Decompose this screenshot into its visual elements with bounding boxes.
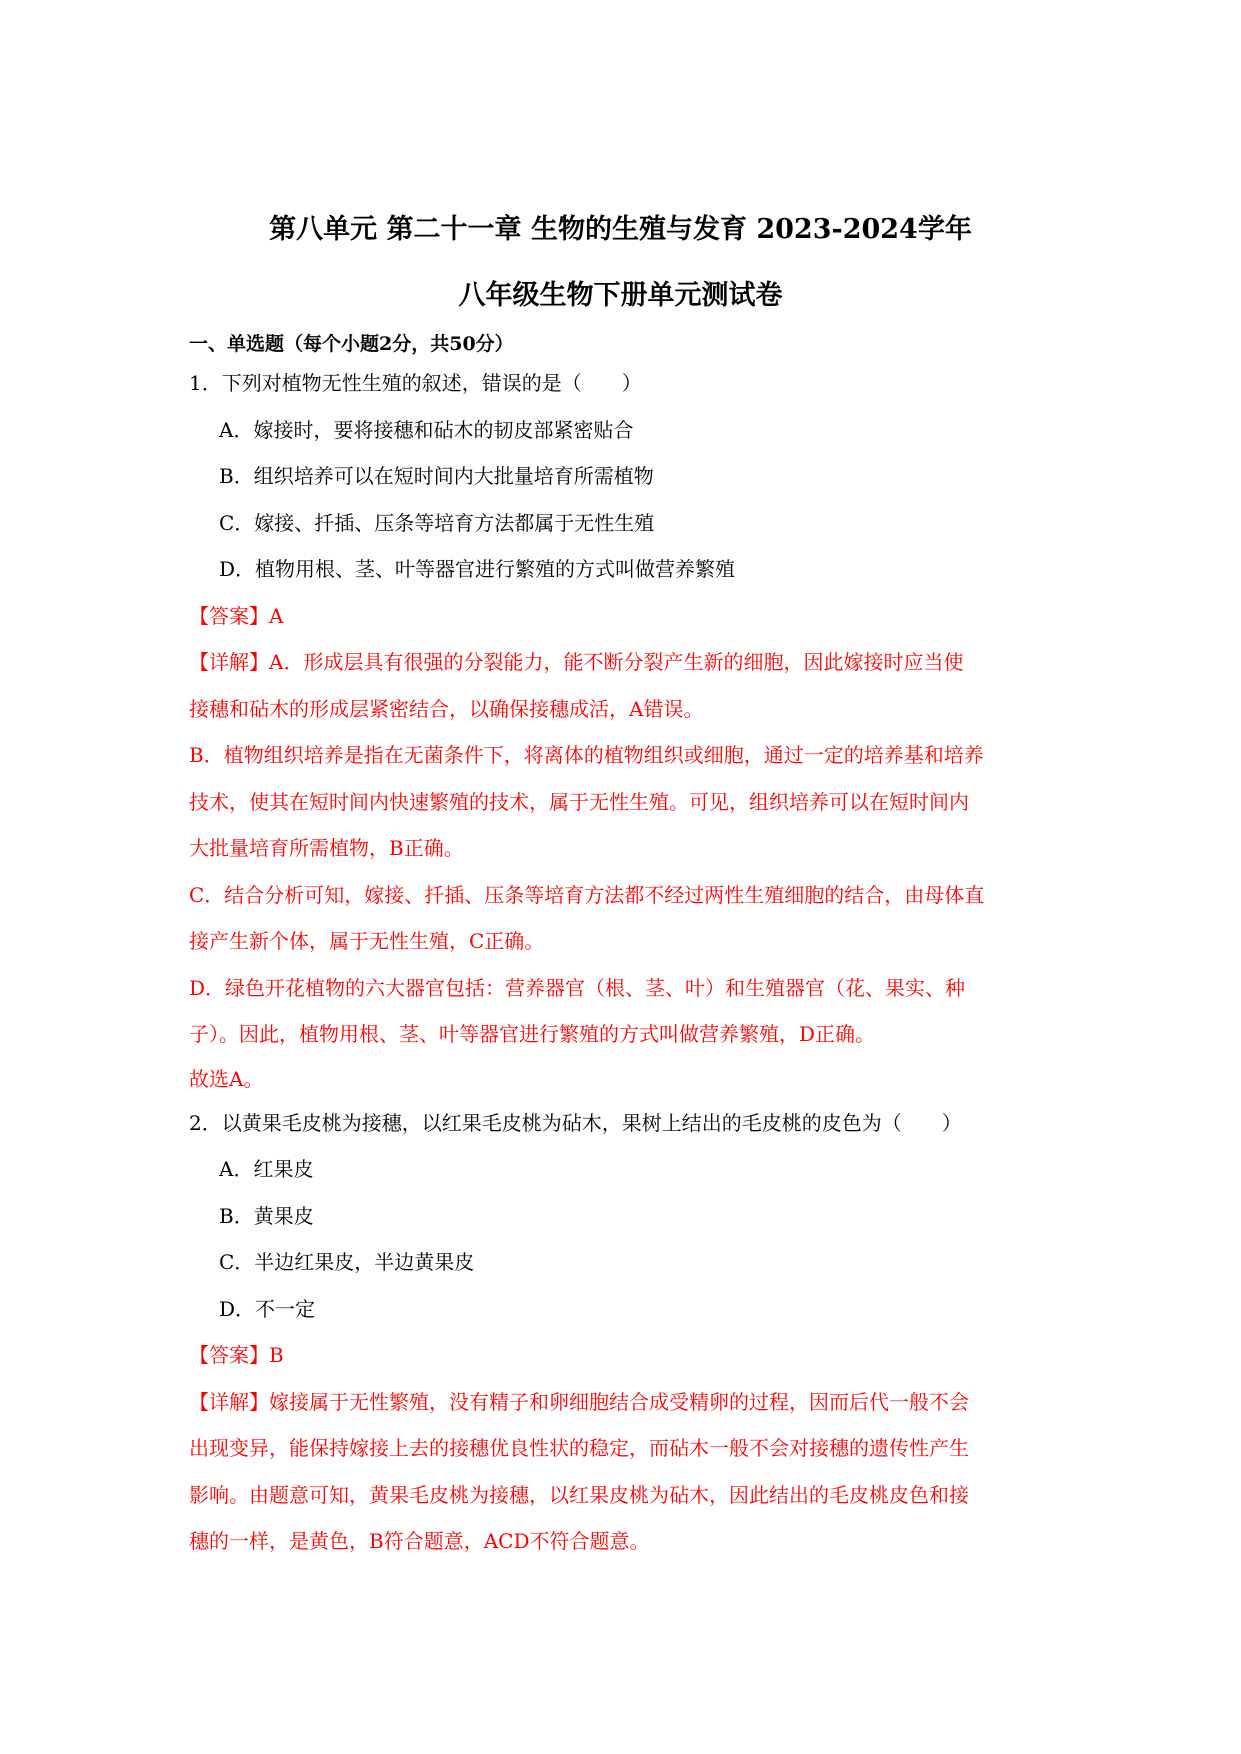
question-1-option-b: B．组织培养可以在短时间内大批量培育所需植物: [219, 464, 654, 488]
question-1-explanation-line: D．绿色开花植物的六大器官包括：营养器官（根、茎、叶）和生殖器官（花、果实、种: [189, 975, 966, 1000]
question-1-stem: 1．下列对植物无性生殖的叙述，错误的是（ ）: [189, 371, 642, 395]
question-1-explanation-line: B．植物组织培养是指在无菌条件下，将离体的植物组织或细胞，通过一定的培养基和培养: [189, 743, 984, 767]
question-1-option-d: D．植物用根、茎、叶等器官进行繁殖的方式叫做营养繁殖: [219, 557, 736, 581]
question-1-explanation-line: 接穗和砧木的形成层紧密结合，以确保接穗成活，A错误。: [189, 696, 704, 721]
question-1-explanation-line: 技术，使其在短时间内快速繁殖的技术，属于无性生殖。可见，组织培养可以在短时间内: [189, 789, 969, 814]
questions-body: [189, 360, 1069, 1565]
question-2-option-c: C．半边红果皮，半边黄果皮: [219, 1250, 475, 1274]
question-1-option-a: A．嫁接时，要将接穗和砧木的韧皮部紧密贴合: [219, 417, 634, 442]
question-2-explanation-line: 出现变异，能保持嫁接上去的接穗优良性状的稳定，而砧木一般不会对接穗的遗传性产生: [189, 1436, 969, 1460]
question-1-explanation-line: C．结合分析可知，嫁接、扦插、压条等培育方法都不经过两性生殖细胞的结合，由母体直: [189, 882, 985, 907]
question-1-option-c: C．嫁接、扦插、压条等培育方法都属于无性生殖: [219, 510, 655, 535]
question-1-explanation-line: 【详解】A．形成层具有很强的分裂能力，能不断分裂产生新的细胞，因此嫁接时应当使: [189, 650, 964, 674]
question-1-answer: 【答案】A: [189, 603, 284, 628]
question-1-explanation-line: 大批量培育所需植物，B正确。: [189, 836, 464, 860]
document-title-line-1: 第八单元 第二十一章 生物的生殖与发育 2023-2024学年: [269, 214, 972, 245]
section-heading: 一、单选题（每个小题2分，共50分）: [189, 333, 514, 355]
question-2-option-a: A．红果皮: [219, 1157, 314, 1181]
question-2-explanation-line: 影响。由题意可知，黄果毛皮桃为接穗，以红果皮桃为砧木，因此结出的毛皮桃皮色和接: [189, 1482, 969, 1507]
question-2-explanation-line: 【详解】嫁接属于无性繁殖，没有精子和卵细胞结合成受精卵的过程，因而后代一般不会: [189, 1389, 969, 1414]
question-1-conclusion: 故选A。: [189, 1066, 264, 1091]
document-title-line-2: 八年级生物下册单元测试卷: [458, 280, 783, 311]
question-1-explanation-line: 子）。因此，植物用根、茎、叶等器官进行繁殖的方式叫做营养繁殖，D正确。: [189, 1022, 876, 1046]
question-2-explanation-line: 穗的一样，是黄色，B符合题意，ACD不符合题意。: [189, 1529, 650, 1553]
question-1-explanation-line: 接产生新个体，属于无性生殖，C正确。: [189, 929, 545, 953]
question-2-option-b: B．黄果皮: [219, 1203, 314, 1228]
question-2-stem: 2．以黄果毛皮桃为接穗，以红果毛皮桃为砧木，果树上结出的毛皮桃的皮色为（ ）: [189, 1110, 962, 1135]
question-2-option-d: D．不一定: [219, 1296, 316, 1321]
question-2-answer: 【答案】B: [189, 1343, 284, 1367]
